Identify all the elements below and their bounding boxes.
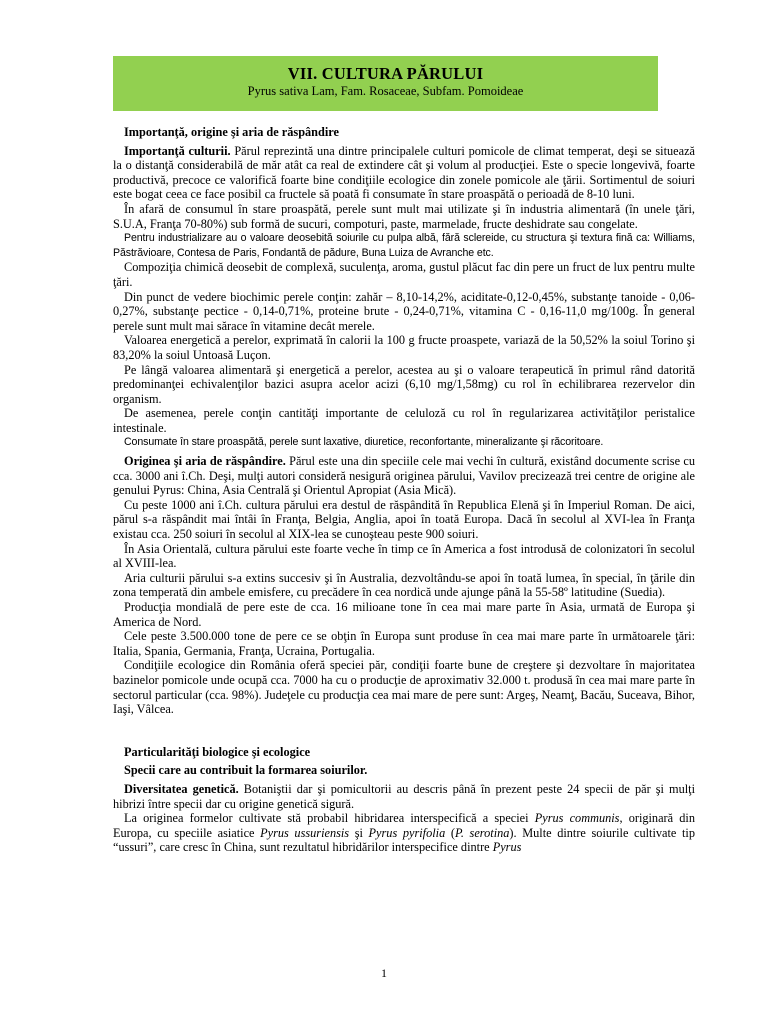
chapter-title: VII. CULTURA PĂRULUI	[287, 64, 484, 83]
text-span: , originară din Europa, cu speciile asiatice	[113, 811, 695, 840]
species-name: P. serotina	[454, 825, 510, 840]
page-number: 1	[381, 966, 387, 980]
paragraph: De asemenea, perele conţin cantităţi importante de celuloză cu rol în regularizarea activităţilor peristalice intestinale.	[113, 406, 695, 435]
paragraph: În afară de consumul în stare proaspătă, perele sunt mult mai utilizate şi în industria alimentară (în unele ţări, S.U.A, Franţa 70-80%) sub formă de sucuri, compoturi, paste, marmelade, fructe deshidrate sau congelate.	[113, 201, 695, 231]
paragraph: În Asia Orientală, cultura părului este foarte veche în timp ce în America a fost introdusă de colonizatori în secolul al XVIII-lea.	[113, 541, 695, 571]
paragraph	[113, 782, 695, 811]
species-name: Pyrus pyrifolia	[368, 825, 446, 840]
text-span: (	[445, 825, 455, 840]
paragraph-text: Botaniştii dar şi pomicultorii au descris până în prezent peste 24 specii de păr şi mulţi hibrizi între specii dar cu origine genetică sigură.	[113, 781, 696, 811]
paragraph: Compoziţia chimică deosebit de complexă, suculenţa, aroma, gustul plăcut fac din pere un fruct de lux pentru multe ţări.	[113, 260, 695, 289]
paragraph-lead: Diversitatea genetică.	[124, 781, 239, 796]
paragraph-text: Părul este una din speciile cele mai vechi în cultură, existând documente scrise cu cca. 3000 ani î.Ch. Deşi, mulţi autori consideră nesigură originea părului, Vavilov precizează trei centre de origine ale genului Pyrus: China, Asia Centrală şi Orientul Apropiat (Asia Mică).	[113, 454, 695, 498]
paragraph-text: Părul reprezintă una dintre principalele culturi pomicole de climat temperat, deşi se situează la o distanţă considerabilă de măr atât ca real de extindere cât şi volum al producţiei. Este o specie longevivă, foarte productivă, precoce ce valorifică foarte bine condiţiile ecologice din zonele pomicole ale ţării. Sortimentul de soiuri este bogat ceea ce face posibil ca fructele să poată fi consumate în stare proaspătă o perioadă de 8-10 luni.	[113, 143, 695, 202]
text-span: ). Multe dintre soiurile cultivate tip “ussuri”, care cresc în China, sunt rezultatul hibridărilor interspecifice dintre	[113, 825, 695, 855]
text-span: şi	[349, 825, 369, 840]
chapter-title-banner	[113, 56, 658, 111]
paragraph: Cu peste 1000 ani î.Ch. cultura părului era destul de răspândită în Republica Elenă şi în Imperiul Roman. De aici, părul s-a răspândit mai întâi în Franţa, Belgia, Anglia, apoi în toată Europa. Dacă în secolul al XVI-lea în Franţa existau cca. 250 soiuri în secolul al XIX-lea se cunoşteau peste 900 soiuri.	[113, 497, 695, 542]
species-name: Pyrus	[492, 840, 522, 855]
chapter-subtitle: Pyrus sativa Lam, Fam. Rosaceae, Subfam. Pomoideae	[247, 84, 524, 98]
paragraph: Cele peste 3.500.000 tone de pere ce se obţin în Europa sunt produse în cea mai mare parte în următoarele ţări: Italia, Spania, Germania, Franţa, Ucraina, Portugalia.	[113, 629, 695, 658]
section-heading-importance: Importanţă, origine şi aria de răspândire	[124, 125, 339, 139]
paragraph-lead: Importanţă culturii.	[124, 143, 231, 158]
paragraph: Pe lângă valoarea alimentară şi energetică a perelor, acestea au şi o valoare terapeutică în primul rând datorită predominanţei echivalenţilor bazici asupra acelor acizi (6,10 mg/1,58mg) cu rol în echilibrarea rezervelor din organism.	[113, 362, 695, 406]
section-heading-species: Specii care au contribuit la formarea soiurilor.	[124, 763, 368, 778]
paragraph	[113, 454, 695, 498]
species-name: Pyrus ussuriensis	[260, 825, 350, 840]
text-span: La originea formelor cultivate stă probabil hibridarea interspecifică a speciei	[124, 811, 535, 826]
species-name: Pyrus communis	[534, 811, 620, 826]
document-body	[113, 122, 695, 855]
paragraph: Din punct de vedere biochimic perele conţin: zahăr – 8,10-14,2%, aciditate-0,12-0,45%, substanţe tanoide - 0,06-0,27%, substanţe pectice - 0,14-0,71%, proteine brute - 0,24-0,71%, vitamina C - 0,16-11,0 mg/100g. În general perele sunt mult mai sărace în vitamine decât merele.	[113, 289, 695, 333]
paragraph	[113, 144, 695, 202]
paragraph: Condiţiile ecologice din România oferă speciei păr, condiţii foarte bune de creştere şi dezvoltare în majoritatea bazinelor pomicole unde ocupă cca. 7000 ha cu o producţie de aproximativ 32.000 t. produsă în cea mai mare parte în sectorul particular (cca. 98%). Judeţele cu producţia cea mai mare de pere sunt: Argeş, Neamţ, Bacău, Suceava, Bihor, Iaşi, Vâlcea.	[113, 658, 695, 717]
paragraph: Valoarea energetică a perelor, exprimată în calorii la 100 g fructe proaspete, variază de la 50,52% la soiul Torino şi 83,20% la soiul Untoasă Luçon.	[113, 333, 695, 362]
paragraph: Aria culturii părului s-a extins succesiv şi în Australia, dezvoltându-se apoi în toată lumea, în special, în ţările din zona temperată din ambele emisfere, cu precădere în cea nordică unde ajunge până la 55-58º latitudine (Suedia).	[113, 570, 695, 600]
paragraph	[113, 811, 695, 855]
section-heading-biology: Particularităţi biologice şi ecologice	[124, 744, 311, 759]
paragraph-lead: Originea şi aria de răspândire.	[124, 454, 286, 469]
paragraph: Consumate în stare proaspătă, perele sunt laxative, diuretice, reconfortante, mineralizante şi răcoritoare.	[124, 436, 604, 449]
paragraph: Pentru industrializare au o valoare deosebită soiurile cu pulpa albă, fără sclereide, cu structura şi textura fină ca: Williams, Păstrăvioare, Contesa de Paris, Fondantă de pădure, Buna Luiza de Avranche etc.	[113, 232, 695, 259]
paragraph: Producţia mondială de pere este de cca. 16 milioane tone în cea mai mare parte în Asia, urmată de Europa şi America de Nord.	[113, 600, 695, 629]
